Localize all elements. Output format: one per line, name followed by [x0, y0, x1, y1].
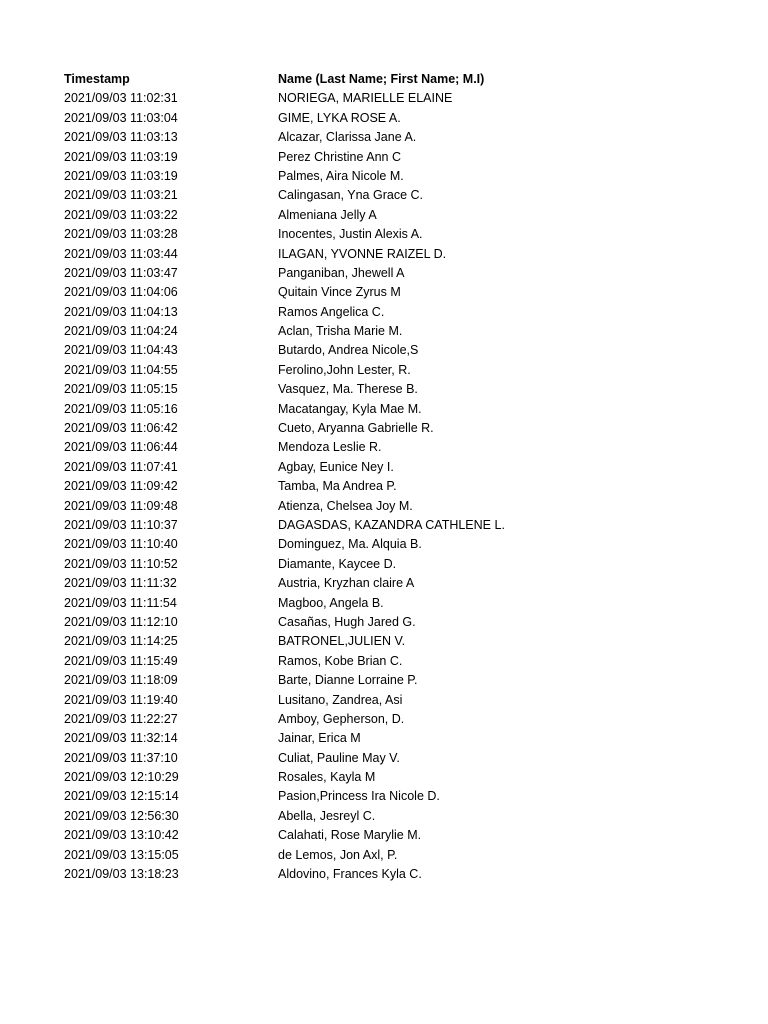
timestamp-cell: 2021/09/03 11:32:14: [64, 731, 178, 746]
timestamp-cell: 2021/09/03 12:15:14: [64, 789, 179, 804]
name-column-header: Name (Last Name; First Name; M.I): [278, 72, 485, 86]
name-cell: Inocentes, Justin Alexis A.: [278, 227, 423, 242]
name-cell: Perez Christine Ann C: [278, 149, 401, 164]
table-row: [64, 729, 704, 748]
spreadsheet-table: [64, 70, 704, 884]
name-cell: Culiat, Pauline May V.: [278, 750, 400, 765]
table-row: [64, 613, 704, 632]
table-row: [64, 341, 704, 360]
timestamp-column-header: Timestamp: [64, 72, 130, 86]
timestamp-cell: 2021/09/03 11:10:40: [64, 537, 178, 552]
table-row: [64, 632, 704, 651]
name-cell: Tamba, Ma Andrea P.: [278, 479, 397, 494]
name-cell: Ramos, Kobe Brian C.: [278, 653, 403, 668]
table-row: [64, 594, 704, 613]
name-cell: Aclan, Trisha Marie M.: [278, 324, 403, 339]
table-row: [64, 167, 704, 186]
table-row: [64, 380, 704, 399]
name-cell: Barte, Dianne Lorraine P.: [278, 673, 418, 688]
table-row: [64, 109, 704, 128]
timestamp-cell: 2021/09/03 11:03:44: [64, 246, 178, 261]
name-cell: Cueto, Aryanna Gabrielle R.: [278, 421, 434, 436]
timestamp-cell: 2021/09/03 11:06:44: [64, 440, 178, 455]
name-cell: BATRONEL,JULIEN V.: [278, 634, 406, 649]
table-row: [64, 206, 704, 225]
table-row: [64, 865, 704, 884]
table-row: [64, 186, 704, 205]
name-cell: NORIEGA, MARIELLE ELAINE: [278, 91, 453, 106]
timestamp-cell: 2021/09/03 11:05:15: [64, 382, 178, 397]
timestamp-cell: 2021/09/03 11:03:19: [64, 149, 178, 164]
table-row: [64, 148, 704, 167]
name-cell: Calahati, Rose Marylie M.: [278, 828, 422, 843]
timestamp-cell: 2021/09/03 11:03:19: [64, 168, 178, 183]
name-cell: Austria, Kryzhan claire A: [278, 576, 415, 591]
timestamp-cell: 2021/09/03 13:10:42: [64, 828, 179, 843]
table-row: [64, 322, 704, 341]
name-cell: DAGASDAS, KAZANDRA CATHLENE L.: [278, 517, 505, 532]
timestamp-cell: 2021/09/03 11:37:10: [64, 750, 178, 765]
name-cell: Palmes, Aira Nicole M.: [278, 168, 404, 183]
timestamp-cell: 2021/09/03 11:10:52: [64, 556, 178, 571]
table-row: [64, 128, 704, 147]
table-row: [64, 361, 704, 380]
timestamp-cell: 2021/09/03 11:03:22: [64, 207, 178, 222]
timestamp-cell: 2021/09/03 11:10:37: [64, 517, 178, 532]
table-row: [64, 768, 704, 787]
timestamp-cell: 2021/09/03 11:03:47: [64, 265, 178, 280]
name-cell: Quitain Vince Zyrus M: [278, 285, 401, 300]
table-row: [64, 535, 704, 554]
timestamp-cell: 2021/09/03 11:04:43: [64, 343, 178, 358]
table-row: [64, 516, 704, 535]
table-row: [64, 419, 704, 438]
name-cell: Rosales, Kayla M: [278, 770, 376, 785]
table-row: [64, 671, 704, 690]
timestamp-cell: 2021/09/03 11:06:42: [64, 421, 178, 436]
table-row: [64, 807, 704, 826]
table-row: [64, 691, 704, 710]
timestamp-cell: 2021/09/03 11:09:48: [64, 498, 178, 513]
name-cell: Jainar, Erica M: [278, 731, 361, 746]
name-cell: de Lemos, Jon Axl, P.: [278, 847, 398, 862]
name-cell: Calingasan, Yna Grace C.: [278, 188, 423, 203]
timestamp-cell: 2021/09/03 11:04:55: [64, 362, 178, 377]
timestamp-cell: 2021/09/03 11:05:16: [64, 401, 178, 416]
name-cell: Mendoza Leslie R.: [278, 440, 382, 455]
name-cell: Abella, Jesreyl C.: [278, 808, 376, 823]
name-cell: Lusitano, Zandrea, Asi: [278, 692, 403, 707]
table-row: [64, 574, 704, 593]
table-row: [64, 749, 704, 768]
table-row: [64, 283, 704, 302]
timestamp-cell: 2021/09/03 11:11:54: [64, 595, 177, 610]
name-cell: GIME, LYKA ROSE A.: [278, 110, 401, 125]
table-row: [64, 710, 704, 729]
timestamp-cell: 2021/09/03 13:15:05: [64, 847, 179, 862]
table-row: [64, 652, 704, 671]
name-cell: Alcazar, Clarissa Jane A.: [278, 130, 417, 145]
table-row: [64, 846, 704, 865]
timestamp-cell: 2021/09/03 11:04:24: [64, 324, 178, 339]
table-row: [64, 477, 704, 496]
name-cell: ILAGAN, YVONNE RAIZEL D.: [278, 246, 447, 261]
header-row: [64, 70, 704, 89]
timestamp-cell: 2021/09/03 11:15:49: [64, 653, 178, 668]
name-cell: Vasquez, Ma. Therese B.: [278, 382, 418, 397]
name-cell: Atienza, Chelsea Joy M.: [278, 498, 413, 513]
timestamp-cell: 2021/09/03 11:11:32: [64, 576, 177, 591]
table-row: [64, 245, 704, 264]
table-row: [64, 89, 704, 108]
timestamp-cell: 2021/09/03 11:02:31: [64, 91, 178, 106]
name-cell: Diamante, Kaycee D.: [278, 556, 397, 571]
name-cell: Aldovino, Frances Kyla C.: [278, 867, 422, 882]
name-cell: Casañas, Hugh Jared G.: [278, 614, 416, 629]
name-cell: Amboy, Gepherson, D.: [278, 711, 405, 726]
name-cell: Butardo, Andrea Nicole,S: [278, 343, 419, 358]
name-cell: Ferolino,John Lester, R.: [278, 362, 411, 377]
timestamp-cell: 2021/09/03 12:56:30: [64, 808, 179, 823]
name-cell: Magboo, Angela B.: [278, 595, 384, 610]
name-cell: Agbay, Eunice Ney I.: [278, 459, 394, 474]
table-row: [64, 438, 704, 457]
table-row: [64, 264, 704, 283]
name-cell: Panganiban, Jhewell A: [278, 265, 405, 280]
timestamp-cell: 2021/09/03 11:12:10: [64, 614, 178, 629]
timestamp-cell: 2021/09/03 13:18:23: [64, 867, 179, 882]
timestamp-cell: 2021/09/03 11:03:21: [64, 188, 178, 203]
table-row: [64, 458, 704, 477]
name-cell: Macatangay, Kyla Mae M.: [278, 401, 422, 416]
timestamp-cell: 2021/09/03 11:09:42: [64, 479, 178, 494]
table-row: [64, 787, 704, 806]
timestamp-cell: 2021/09/03 12:10:29: [64, 770, 179, 785]
timestamp-cell: 2021/09/03 11:04:06: [64, 285, 178, 300]
timestamp-cell: 2021/09/03 11:04:13: [64, 304, 178, 319]
timestamp-cell: 2021/09/03 11:19:40: [64, 692, 178, 707]
timestamp-cell: 2021/09/03 11:03:28: [64, 227, 178, 242]
timestamp-cell: 2021/09/03 11:14:25: [64, 634, 178, 649]
table-row: [64, 400, 704, 419]
table-row: [64, 303, 704, 322]
timestamp-cell: 2021/09/03 11:22:27: [64, 711, 178, 726]
timestamp-cell: 2021/09/03 11:03:04: [64, 110, 178, 125]
table-row: [64, 225, 704, 244]
name-cell: Pasion,Princess Ira Nicole D.: [278, 789, 440, 804]
table-row: [64, 826, 704, 845]
table-row: [64, 555, 704, 574]
name-cell: Almeniana Jelly A: [278, 207, 377, 222]
name-cell: Ramos Angelica C.: [278, 304, 385, 319]
timestamp-cell: 2021/09/03 11:03:13: [64, 130, 178, 145]
timestamp-cell: 2021/09/03 11:07:41: [64, 459, 178, 474]
timestamp-cell: 2021/09/03 11:18:09: [64, 673, 178, 688]
table-body: [64, 89, 704, 884]
name-cell: Dominguez, Ma. Alquia B.: [278, 537, 422, 552]
table-row: [64, 497, 704, 516]
